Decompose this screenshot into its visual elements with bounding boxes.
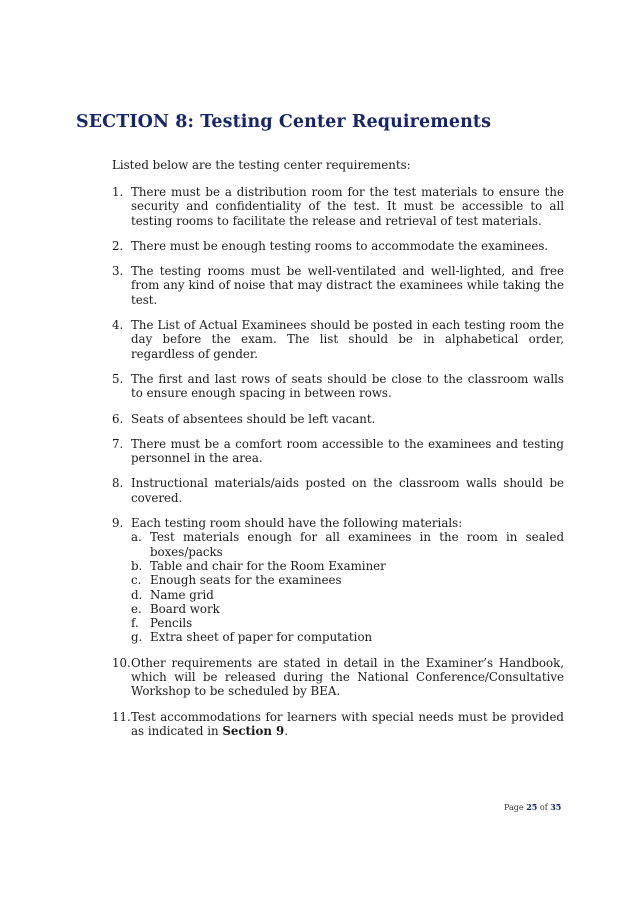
item-number: 1. [112, 185, 124, 199]
sublist-item [131, 559, 564, 573]
item-text: Test accommodations for learners with special needs must be provided as indicated in Section 9. [131, 709, 564, 738]
item-text: The first and last rows of seats should be close to the classroom walls to ensure enough spacing in between rows. [131, 371, 564, 401]
list-item [112, 710, 564, 739]
item-number: 11. [112, 709, 131, 724]
requirements-list [112, 185, 564, 749]
sub-text: Pencils [150, 616, 193, 631]
section-title: SECTION 8: Testing Center Requirements [76, 112, 492, 132]
sub-letter: f. [131, 616, 139, 631]
sublist-item [131, 602, 564, 616]
sublist-item [131, 530, 564, 559]
sublist-item [131, 616, 564, 630]
list-item [112, 656, 564, 699]
item-number: 6. [112, 411, 124, 426]
of-label: of [539, 803, 548, 812]
sub-text: Enough seats for the examinees [150, 573, 342, 588]
item-text: There must be enough testing rooms to accommodate the examinees. [131, 238, 549, 253]
list-item [112, 318, 564, 361]
sub-letter: c. [131, 573, 142, 588]
list-item [112, 185, 564, 228]
list-item [112, 412, 564, 426]
intro-text: Listed below are the testing center requirements: [112, 158, 411, 172]
item-number: 7. [112, 436, 124, 451]
sub-letter: b. [131, 558, 143, 573]
item-number: 5. [112, 371, 124, 386]
list-item [112, 437, 564, 466]
item-number: 8. [112, 476, 124, 491]
item-text: Each testing room should have the following materials: [131, 516, 463, 531]
item-number: 4. [112, 318, 124, 333]
sub-letter: g. [131, 630, 143, 645]
sublist-item [131, 630, 564, 644]
sub-letter: e. [131, 601, 142, 616]
sub-text: Table and chair for the Room Examiner [150, 558, 386, 573]
item-text: Instructional materials/aids posted on the classroom walls should be covered. [131, 476, 564, 505]
list-item [112, 239, 564, 253]
item-number: 3. [112, 264, 124, 279]
item-number: 2. [112, 238, 124, 253]
sub-letter: a. [131, 530, 142, 545]
section-reference: Section 9 [222, 723, 285, 738]
total-pages-number: 35 [550, 802, 562, 812]
list-item [112, 372, 564, 401]
page-label: Page [504, 803, 524, 812]
item-text: There must be a comfort room accessible to the examinees and testing personnel in the area. [131, 436, 564, 466]
item-text: Seats of absentees should be left vacant. [131, 411, 376, 426]
item-number: 9. [112, 516, 124, 531]
list-item [112, 476, 564, 505]
item-text: The testing rooms must be well-ventilated and well-lighted, and free from any kind of noise that may distract the examinees while taking the test. [131, 264, 564, 307]
sublist-item [131, 573, 564, 587]
sub-text: Extra sheet of paper for computation [150, 630, 373, 645]
item-text: The List of Actual Examinees should be posted in each testing room the day before the exam. The list should be in alphabetical order, regardless of gender. [131, 318, 564, 361]
item-number: 10. [112, 655, 131, 670]
list-item [112, 264, 564, 307]
materials-sublist [131, 530, 564, 644]
current-page-number: 25 [526, 802, 538, 812]
sublist-item [131, 588, 564, 602]
item-text: There must be a distribution room for the test materials to ensure the security and confidentiality of the test. It must be accessible to all testing rooms to facilitate the release and retrieval of test materials. [131, 185, 564, 228]
sub-text: Name grid [150, 587, 214, 602]
item-text: Other requirements are stated in detail in the Examiner’s Handbook, which will be released during the National Conference/Consultative Workshop to be scheduled by BEA. [131, 655, 564, 699]
sub-text: Board work [150, 601, 220, 616]
page-footer [504, 802, 561, 812]
sub-letter: d. [131, 587, 143, 602]
sub-text: Test materials enough for all examinees in the room in sealed boxes/packs [150, 530, 564, 559]
list-item [112, 516, 564, 645]
